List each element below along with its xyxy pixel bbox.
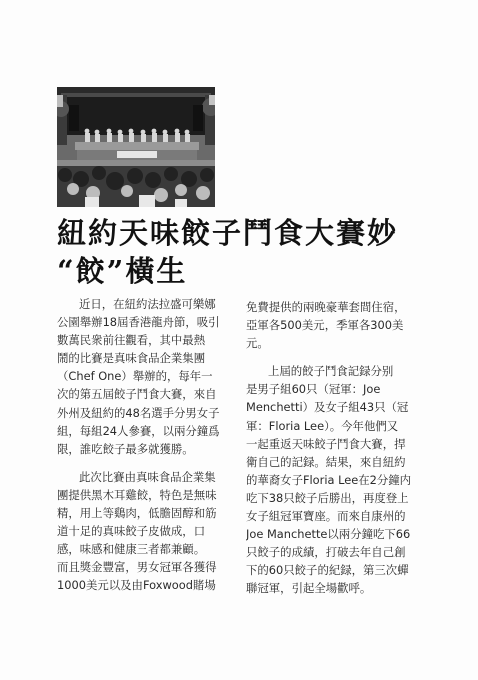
text-line: 女子組冠軍寶座。而來自康州的 <box>246 509 406 524</box>
text-line: 近日，在紐約法拉盛可樂娜 <box>79 297 216 311</box>
text-line: Joe Manchette以兩分鐘吃下66 <box>246 527 411 542</box>
text-line: （Chef One）舉辦的，每年一 <box>57 369 213 384</box>
event-photo <box>57 87 215 207</box>
text-line: 免費提供的兩晚豪華套間住宿， <box>246 300 406 314</box>
paragraph <box>57 295 237 458</box>
text-line: 外州及紐約的48名選手分男女子 <box>57 405 220 420</box>
article-column-left <box>57 295 237 595</box>
text-line: 亞軍各500美元，季軍各300美 <box>246 318 404 333</box>
text-line: 公園舉辦18屆香港龍舟節，吸引 <box>57 315 220 330</box>
text-line: 此次比賽由真味食品企業集 <box>79 469 216 484</box>
text-line: 吃下38只餃子后勝出，再度登上 <box>246 490 409 505</box>
article-column-right <box>246 298 426 598</box>
article-headline <box>57 214 437 290</box>
text-line: 感，味感和健康三者都兼顧。 <box>57 542 206 557</box>
text-line: 精，用上等鷄肉，低膽固醇和筋 <box>57 506 217 521</box>
text-line: 團提供黑木耳雞餃，特色是無味 <box>57 487 217 502</box>
headline-line: “餃”橫生 <box>57 254 188 288</box>
text-line: 數萬民衆前往觀看，其中最熱 <box>57 333 206 348</box>
headline-line: 紐約天味餃子鬥食大賽妙 <box>57 216 399 250</box>
text-line: 聯冠軍，引起全場歡呼。 <box>246 581 372 596</box>
text-line: 上屆的餃子鬥食記録分别 <box>268 364 394 379</box>
text-line: 限，誰吃餃子最多就獲勝。 <box>57 441 194 456</box>
text-line: 次的第五屆餃子鬥食大賽，來自 <box>57 387 217 402</box>
text-line: 1000美元以及由Foxwood賭場 <box>57 578 216 593</box>
text-line: 而且獎金豐富，男女冠軍各獲得 <box>57 560 217 575</box>
text-line: 下的60只餃子的紀録，第三次蟬 <box>246 563 409 578</box>
paragraph <box>246 362 426 597</box>
text-line: 組，每組24人參賽，以兩分鐘爲 <box>57 423 220 438</box>
text-line: 一起重返天味餃子鬥食大賽，捍 <box>246 436 406 451</box>
text-line: 是男子組60只（冠軍：Joe <box>246 382 381 397</box>
text-line: 衛自己的記録。結果，來自紐約 <box>246 454 406 469</box>
text-line: 鬧的比賽是真味食品企業集團 <box>57 351 206 366</box>
text-line: 道十足的真味餃子皮做成，口 <box>57 524 206 539</box>
text-line: 軍：Floria Lee）。今年他們又 <box>246 418 399 433</box>
text-line: 只餃子的成績，打破去年自己創 <box>246 545 406 560</box>
paragraph <box>57 468 237 595</box>
text-line: Menchetti）及女子組43只（冠 <box>246 400 409 415</box>
text-line: 元。 <box>246 336 269 351</box>
paragraph <box>246 298 426 352</box>
text-line: 的華裔女子Floria Lee在2分鐘内 <box>246 472 412 487</box>
